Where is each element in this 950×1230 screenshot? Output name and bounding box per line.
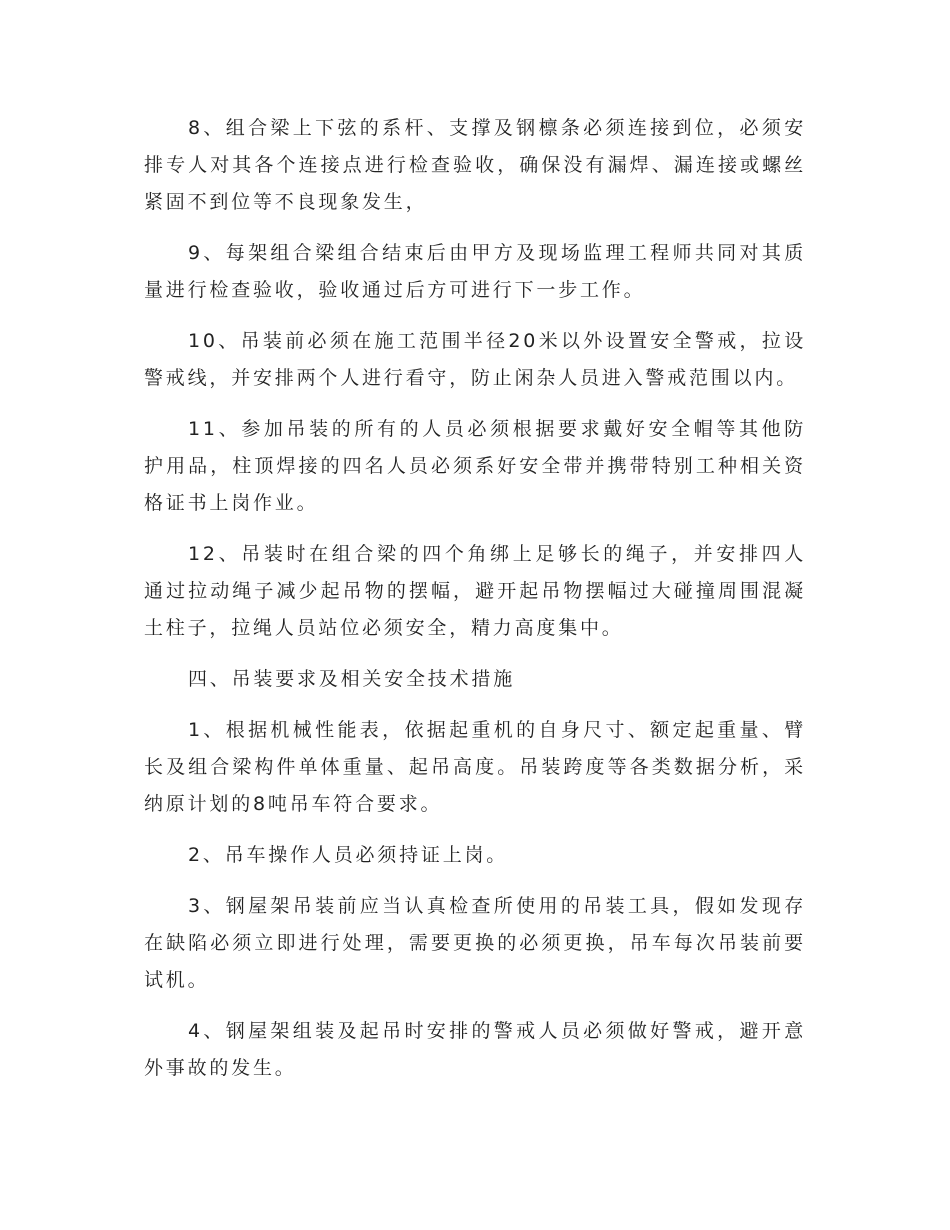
paragraph-item-3: 3、钢屋架吊装前应当认真检查所使用的吊装工具，假如发现存在缺陷必须立即进行处理，需要更换的必须更换，吊车每次吊装前要试机。 [144, 895, 806, 991]
paragraph-item-1: 1、根据机械性能表，依据起重机的自身尺寸、额定起重量、臂长及组合梁构件单体重量、起吊高度。吊装跨度等各类数据分析，采纳原计划的8吨吊车符合要求。 [144, 719, 806, 815]
section-heading-4: 四、吊装要求及相关安全技术措施 [188, 668, 516, 690]
document-body [144, 110, 806, 1087]
paragraph-item-10: 10、吊装前必须在施工范围半径20米以外设置安全警戒，拉设警戒线，并安排两个人进行看守，防止闲杂人员进入警戒范围以内。 [144, 330, 806, 389]
paragraph-item-12: 12、吊装时在组合梁的四个角绑上足够长的绳子，并安排四人通过拉动绳子减少起吊物的摆幅，避开起吊物摆幅过大碰撞周围混凝土柱子，拉绳人员站位必须安全，精力高度集中。 [144, 543, 806, 639]
paragraph-item-4: 4、钢屋架组装及起吊时安排的警戒人员必须做好警戒，避开意外事故的发生。 [144, 1020, 806, 1079]
paragraph-item-8: 8、组合梁上下弦的系杆、支撑及钢檩条必须连接到位，必须安排专人对其各个连接点进行检查验收，确保没有漏焊、漏连接或螺丝紧固不到位等不良现象发生， [144, 117, 806, 213]
paragraph-item-9: 9、每架组合梁组合结束后由甲方及现场监理工程师共同对其质量进行检查验收，验收通过后方可进行下一步工作。 [144, 242, 806, 301]
paragraph-item-2: 2、吊车操作人员必须持证上岗。 [188, 844, 509, 866]
paragraph-item-11: 11、参加吊装的所有的人员必须根据要求戴好安全帽等其他防护用品，柱顶焊接的四名人员必须系好安全带并携带特别工种相关资格证书上岗作业。 [144, 418, 806, 514]
